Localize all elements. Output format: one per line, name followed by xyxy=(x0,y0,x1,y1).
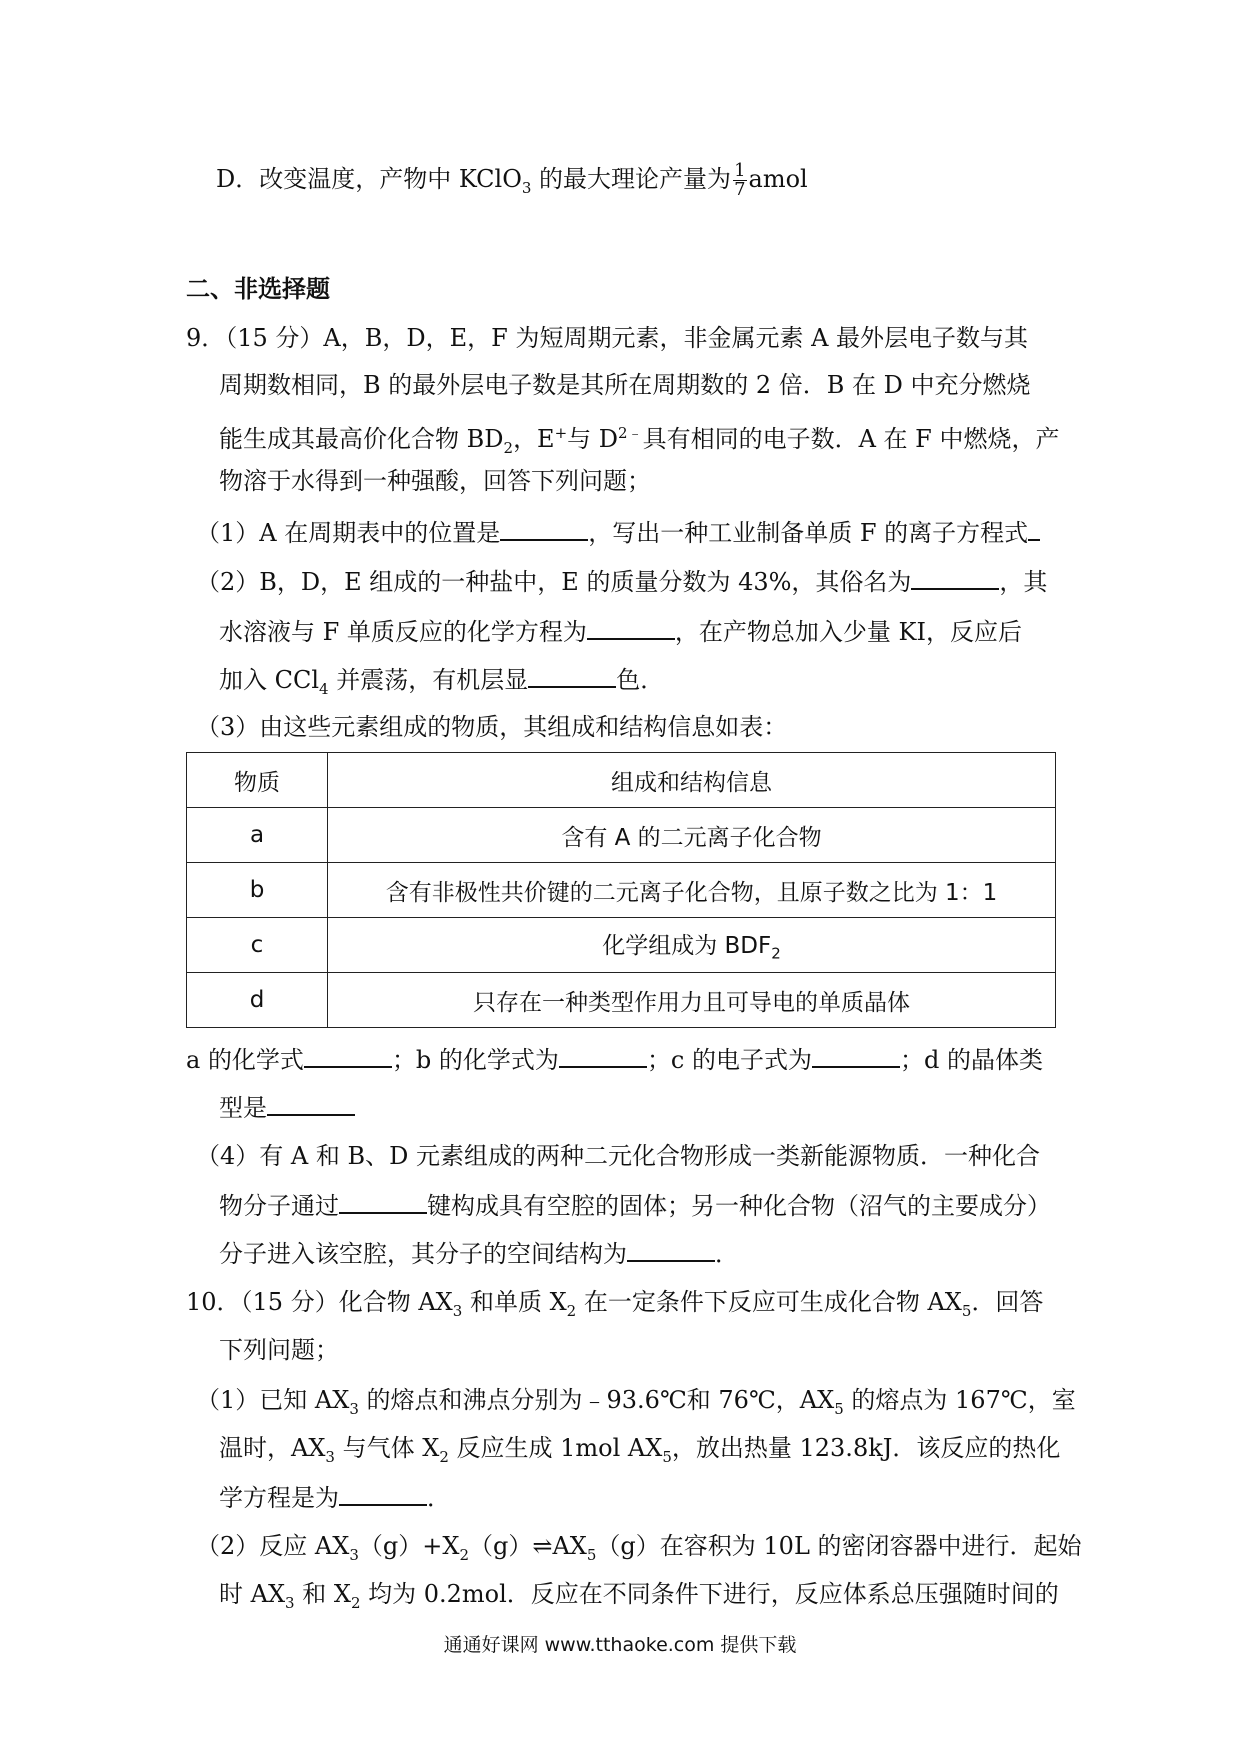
option-d: D．改变温度，产物中 KClO$_3$ 的最大理论产量为 $\frac{1}{7}$ amol xyxy=(216,160,808,200)
q9-part-2-line-2: 水溶液与 F 单质反应的化学方程为 ，在产物总加入少量 KI，反应后 xyxy=(219,614,1022,648)
answer-blank[interactable] xyxy=(587,614,675,640)
q9-part-3: （3）由这些元素组成的物质，其组成和结构信息如表： xyxy=(196,713,788,741)
table-row xyxy=(187,973,1056,1028)
q9-part-2: （2）B，D，E 组成的一种盐中，E 的质量分数为 43%，其俗名为 ，其 xyxy=(196,564,1047,598)
answer-blank[interactable] xyxy=(304,1042,392,1068)
table-cell: b xyxy=(187,863,328,918)
table-row xyxy=(187,918,1056,973)
table-cell: a xyxy=(187,808,328,863)
table-cell: d xyxy=(187,973,328,1028)
answer-blank[interactable] xyxy=(267,1090,355,1116)
q9-line-1: 9．（15 分）A，B，D，E，F 为短周期元素，非金属元素 A 最外层电子数与其 xyxy=(186,324,1029,352)
answer-blank[interactable] xyxy=(559,1042,647,1068)
q10-part-1-line-3: 学方程是为 ． xyxy=(219,1480,451,1514)
answer-blank[interactable] xyxy=(339,1480,427,1506)
q10-part-2-line-2: 时 $AX_3$ 和 $X_2$ 均为 0.2mol．反应在不同条件下进行，反应体系总压强随时间的 xyxy=(219,1580,1059,1612)
q9-part-2-line-3: 加入 CCl$_4$ 并震荡，有机层显 色． xyxy=(219,662,664,705)
answer-blank[interactable] xyxy=(1028,515,1040,541)
q9-line-4: 物溶于水得到一种强酸，回答下列问题； xyxy=(219,467,651,495)
q9-part-3-answers-line-2: 型是 xyxy=(219,1090,355,1124)
table-header-info: 组成和结构信息 xyxy=(328,753,1056,808)
table-header-substance: 物质 xyxy=(187,753,328,808)
answer-blank[interactable] xyxy=(500,515,588,541)
table-row xyxy=(187,808,1056,863)
answer-blank[interactable] xyxy=(812,1042,900,1068)
table-cell: 含有非极性共价键的二元离子化合物，且原子数之比为 1：1 xyxy=(328,863,1056,918)
q9-line-3: 能生成其最高价化合物 $BD_2$，E+与 $D^{2﹣}$具有相同的电子数．A 在 F 中燃烧，产 xyxy=(219,424,1060,457)
q10-part-1: （1）已知 $AX_3$ 的熔点和沸点分别为﹣93.6℃和 76℃，$AX_5$ 的熔点为 167℃，室 xyxy=(196,1386,1076,1418)
table-cell: 只存在一种类型作用力且可导电的单质晶体 xyxy=(328,973,1056,1028)
table-cell: c xyxy=(187,918,328,973)
answer-blank[interactable] xyxy=(528,662,616,688)
q9-part-3-answers: a 的化学式 ；b 的化学式为 ；c 的电子式为 ；d 的晶体类 xyxy=(186,1042,1043,1076)
q9-part-4: （4）有 A 和 B、D 元素组成的两种二元化合物形成一类新能源物质．一种化合 xyxy=(196,1142,1040,1170)
q10-line-2: 下列问题； xyxy=(219,1336,339,1364)
q9-part-4-line-2: 物分子通过 键构成具有空腔的固体；另一种化合物（沼气的主要成分） xyxy=(219,1188,1051,1222)
table-row xyxy=(187,863,1056,918)
q10-part-1-line-2: 温时，$AX_3$ 与气体 $X_2$ 反应生成 1mol $AX_5$，放出热量 123.8kJ．该反应的热化 xyxy=(219,1434,1061,1466)
footer-watermark: 通通好课网 www.tthaoke.com 提供下载 xyxy=(443,1634,797,1656)
q9-part-1: （1）A 在周期表中的位置是 ，写出一种工业制备单质 F 的离子方程式 xyxy=(196,515,1040,549)
answer-blank[interactable] xyxy=(627,1236,715,1262)
answer-blank[interactable] xyxy=(339,1188,427,1214)
table-header-row xyxy=(187,753,1056,808)
answer-blank[interactable] xyxy=(911,564,999,590)
q9-part-4-line-3: 分子进入该空腔，其分子的空间结构为 ． xyxy=(219,1236,739,1270)
table-cell: 含有 A 的二元离子化合物 xyxy=(328,808,1056,863)
q10-line-1: 10．（15 分）化合物 $AX_3$ 和单质 $X_2$ 在一定条件下反应可生成化合物 $AX_5$．回答 xyxy=(186,1288,1044,1320)
fraction: $\frac{1}{7}$ xyxy=(734,160,746,200)
q9-line-2: 周期数相同，B 的最外层电子数是其所在周期数的 2 倍．B 在 D 中充分燃烧 xyxy=(219,371,1031,399)
section-title: 二、非选择题 xyxy=(186,275,330,303)
q10-part-2: （2）反应 $AX_3(g)+X_2(g)\rightleftharpoons AX_5(g)$在容积为 10L 的密闭容器中进行．起始 xyxy=(196,1532,1082,1564)
table-cell: 化学组成为 $BDF_2$ xyxy=(328,918,1056,973)
composition-table xyxy=(186,752,1056,1028)
